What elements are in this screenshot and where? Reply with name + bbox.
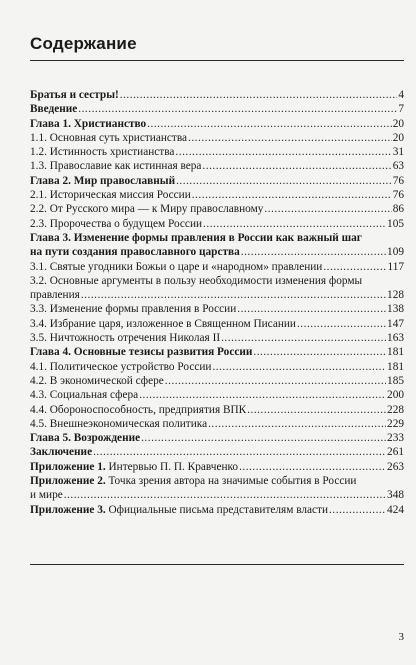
- toc-entry-page: 138: [387, 303, 404, 316]
- toc-entry-4-5: [30, 417, 404, 431]
- dot-leader: [247, 403, 386, 417]
- toc-entry-page: 229: [387, 417, 404, 430]
- toc-entry-page: 228: [387, 403, 404, 416]
- dot-leader: [64, 488, 386, 502]
- bottom-divider: [30, 564, 404, 565]
- toc-entry-title: 4.4. Обороноспособность, предприятия ВПК: [30, 403, 247, 416]
- toc-entry-page: 7: [398, 103, 404, 116]
- toc-entry-chapter-3: [30, 231, 404, 260]
- dot-leader: [212, 360, 386, 374]
- toc-entry-page: 181: [387, 360, 404, 373]
- toc-entry-page: 20: [392, 131, 404, 144]
- toc-entry-title: 3.3. Изменение формы правления в России: [30, 303, 237, 316]
- dot-leader: [78, 102, 397, 116]
- toc-entry-page: 348: [387, 489, 404, 502]
- dot-leader: [192, 188, 392, 202]
- toc-entry-title: Братья и сестры!: [30, 89, 119, 101]
- toc-entry-4-3: [30, 388, 404, 402]
- toc-entry-title: Точка зрения автора на значимые события в России: [105, 475, 357, 488]
- toc-entry-title-line-1: Глава 3. Изменение формы правления в России как важный шаг: [30, 231, 362, 244]
- appendix-label: Приложение 2.: [30, 475, 106, 488]
- toc-entry-page: 117: [387, 260, 404, 273]
- dot-leader: [120, 88, 398, 102]
- toc-entry-1-1: [30, 131, 404, 145]
- dot-leader: [203, 217, 386, 231]
- toc-entry-title-wrap: [30, 460, 238, 474]
- toc-entry-3-2: [30, 274, 404, 303]
- toc-entry-chapter-1: [30, 117, 404, 131]
- toc-entry-page: 233: [387, 432, 404, 445]
- toc-entry-title-line-1: [30, 474, 404, 488]
- toc-entry-title: 4.3. Социальная сфера: [30, 389, 139, 402]
- page-title: Содержание: [30, 34, 137, 53]
- toc-entry-appendix-1: [30, 460, 404, 474]
- toc-entry-title: Официальные письма представителям власти: [105, 503, 329, 516]
- toc-entry-title-wrap: [30, 503, 328, 517]
- toc-entry-title: 4.5. Внешнеэкономическая политика: [30, 417, 208, 430]
- toc-entry-page: 76: [392, 174, 404, 187]
- toc-entry-page: 185: [387, 374, 404, 387]
- toc-entry-title: 4.2. В экономической сфере: [30, 374, 164, 387]
- toc-entry-title-line-1: 3.2. Основные аргументы в пользу необходимости изменения формы: [30, 274, 363, 287]
- toc-entry-title: Глава 4. Основные тезисы развития России: [30, 346, 253, 359]
- toc-entry-page: 424: [387, 503, 404, 516]
- toc-entry-title-line-2: правления: [30, 289, 80, 302]
- toc-entry-title: Глава 1. Христианство: [30, 117, 147, 130]
- toc-entry-1-2: [30, 145, 404, 159]
- toc-entry-title: 2.2. От Русского мира — к Миру православному: [30, 203, 264, 216]
- toc-entry-brothers: [30, 88, 404, 102]
- table-of-contents: [30, 88, 404, 517]
- toc-entry-page: 63: [392, 160, 404, 173]
- dot-leader: [239, 460, 386, 474]
- toc-entry-chapter-4: [30, 345, 404, 359]
- dot-leader: [297, 317, 386, 331]
- toc-entry-title: Глава 5. Возрождение: [30, 432, 141, 445]
- dot-leader: [241, 245, 386, 259]
- toc-entry-title: Введение: [30, 103, 78, 116]
- dot-leader: [93, 445, 386, 459]
- toc-entry-chapter-2: [30, 174, 404, 188]
- toc-entry-title: 1.3. Православие как истинная вера: [30, 160, 202, 173]
- toc-entry-page: 109: [387, 246, 404, 259]
- toc-entry-conclusion: [30, 445, 404, 459]
- toc-entry-3-3: [30, 302, 404, 316]
- toc-entry-page: 263: [387, 460, 404, 473]
- toc-entry-introduction: [30, 102, 404, 116]
- dot-leader: [264, 202, 391, 216]
- dot-leader: [323, 260, 386, 274]
- dot-leader: [147, 117, 392, 131]
- page-number: 3: [398, 631, 404, 643]
- toc-entry-3-4: [30, 317, 404, 331]
- dot-leader: [237, 302, 386, 316]
- appendix-label: Приложение 1.: [30, 460, 106, 473]
- toc-entry-page: 31: [392, 146, 404, 159]
- dot-leader: [253, 345, 386, 359]
- toc-entry-title: 4.1. Политическое устройство России: [30, 360, 212, 373]
- toc-entry-3-1: [30, 260, 404, 274]
- dot-leader: [176, 174, 392, 188]
- toc-entry-page: 261: [387, 446, 404, 459]
- dot-leader: [188, 131, 392, 145]
- toc-entry-page: 76: [392, 189, 404, 202]
- toc-entry-page: 181: [387, 346, 404, 359]
- toc-entry-4-4: [30, 403, 404, 417]
- toc-entry-title: 3.4. Избрание царя, изложенное в Священном Писании: [30, 317, 296, 330]
- toc-entry-title: 2.1. Историческая миссия России: [30, 189, 191, 202]
- toc-entry-title: 1.2. Истинность христианства: [30, 146, 175, 159]
- dot-leader: [141, 431, 386, 445]
- dot-leader: [139, 388, 386, 402]
- toc-entry-title: 3.1. Святые угодники Божьи о царе и «народном» правлении: [30, 260, 323, 273]
- dot-leader: [165, 374, 386, 388]
- dot-leader: [208, 417, 386, 431]
- appendix-label: Приложение 3.: [30, 503, 106, 516]
- toc-entry-title: 1.1. Основная суть христианства: [30, 131, 188, 144]
- toc-entry-2-2: [30, 202, 404, 216]
- toc-entry-page: 86: [392, 203, 404, 216]
- toc-entry-page: 147: [387, 317, 404, 330]
- toc-entry-page: 20: [392, 117, 404, 130]
- top-divider: [30, 60, 404, 61]
- dot-leader: [175, 145, 391, 159]
- toc-entry-page: 163: [387, 332, 404, 345]
- toc-entry-title: Глава 2. Мир православный: [30, 174, 176, 187]
- toc-entry-page: 128: [387, 289, 404, 302]
- toc-entry-page: 4: [398, 89, 404, 101]
- toc-entry-title-line-2: на пути создания православного царства: [30, 246, 240, 259]
- toc-entry-1-3: [30, 159, 404, 173]
- toc-entry-2-3: [30, 217, 404, 231]
- toc-entry-page: 200: [387, 389, 404, 402]
- toc-entry-title: 3.5. Ничтожность отречения Николая II: [30, 332, 221, 345]
- toc-entry-appendix-2: [30, 474, 404, 503]
- toc-entry-title: Интервью П. П. Кравченко: [105, 460, 239, 473]
- toc-entry-appendix-3: [30, 503, 404, 517]
- dot-leader: [329, 503, 386, 517]
- dot-leader: [221, 331, 386, 345]
- toc-entry-3-5: [30, 331, 404, 345]
- toc-entry-title-line-2: и мире: [30, 489, 63, 502]
- toc-entry-2-1: [30, 188, 404, 202]
- toc-entry-chapter-5: [30, 431, 404, 445]
- toc-entry-4-1: [30, 360, 404, 374]
- toc-entry-title: 2.3. Пророчества о будущем России: [30, 217, 203, 230]
- toc-entry-page: 105: [387, 217, 404, 230]
- toc-entry-title: Заключение: [30, 446, 93, 459]
- toc-entry-4-2: [30, 374, 404, 388]
- dot-leader: [202, 159, 391, 173]
- dot-leader: [81, 288, 386, 302]
